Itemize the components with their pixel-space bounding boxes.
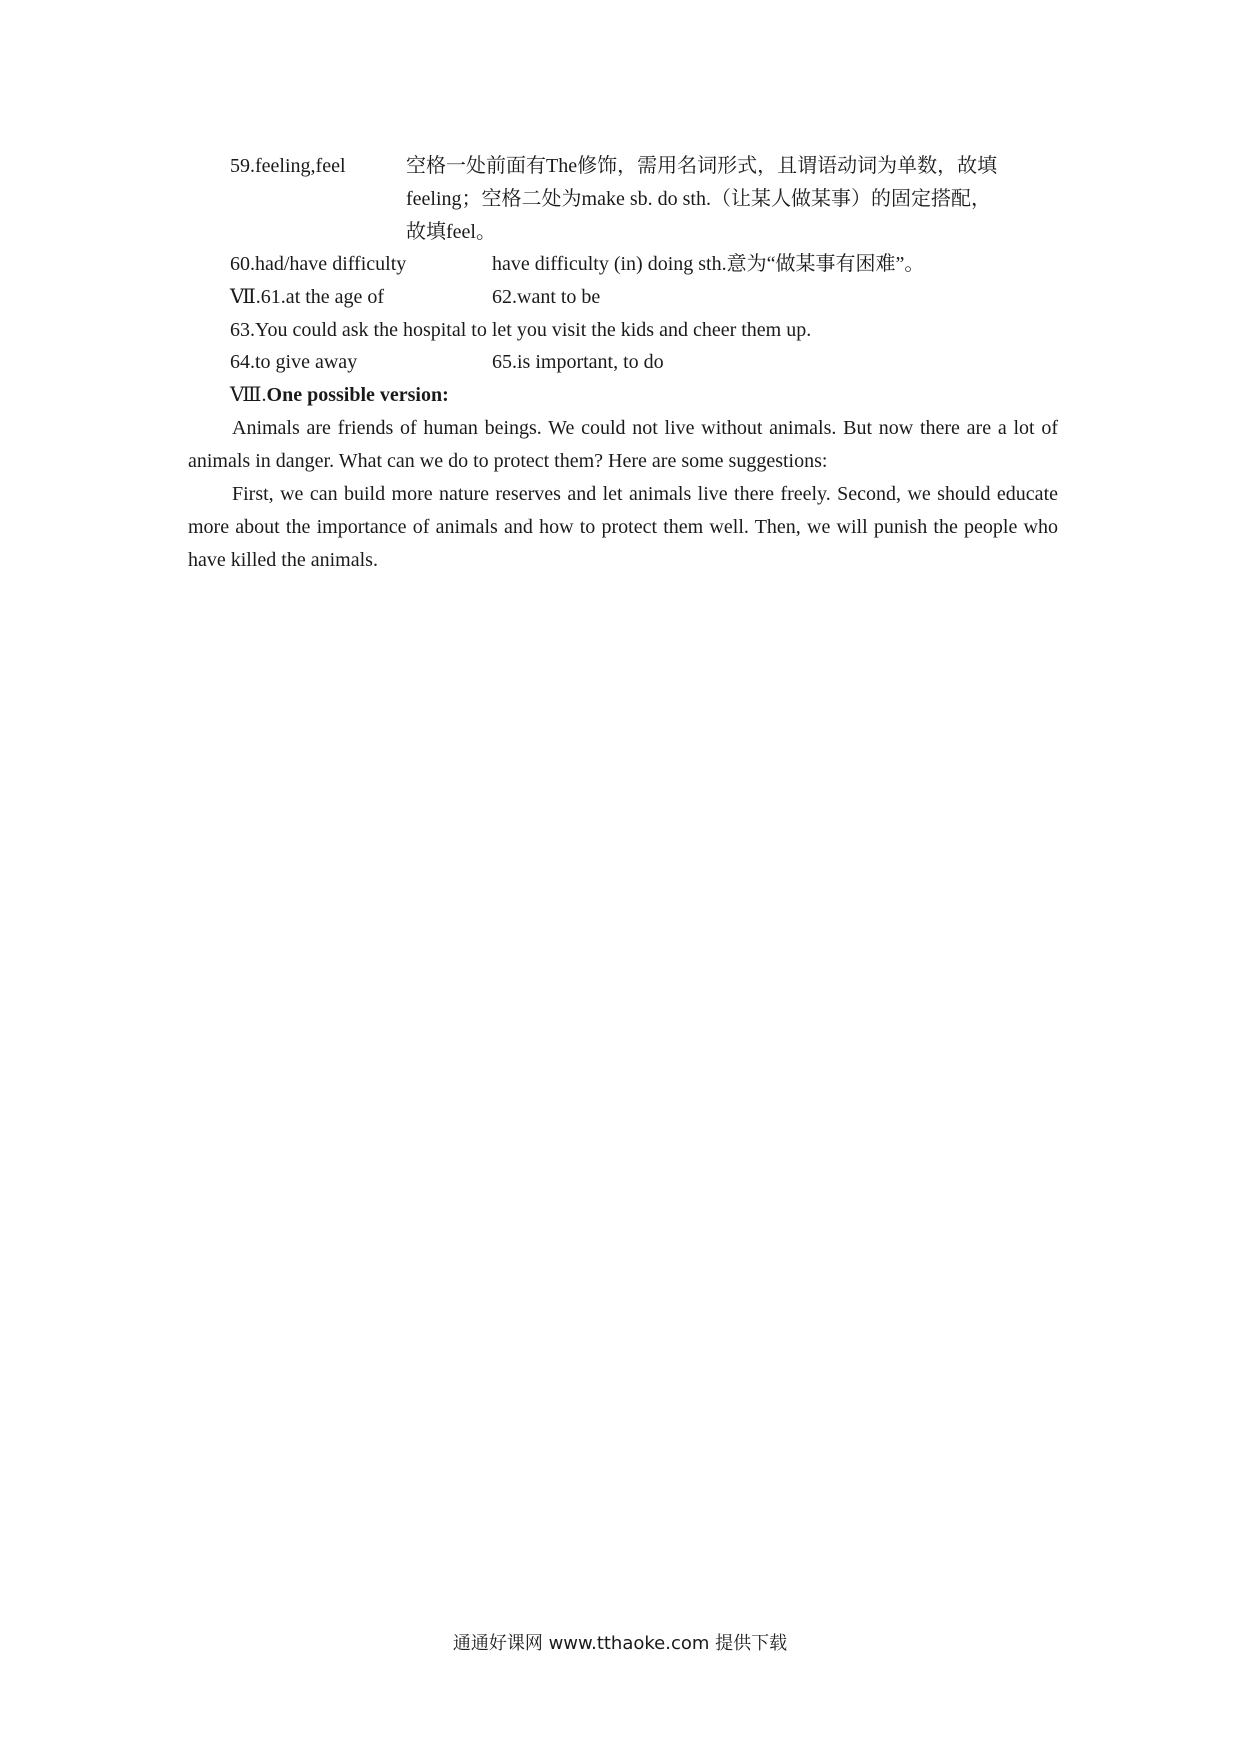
answer-64: 64.to give away (230, 351, 358, 373)
explanation-59-line-1: 空格一处前面有The修饰，需用名词形式，且谓语动词为单数，故填 (406, 155, 998, 177)
essay-paragraph-2: First, we can build more nature reserves and let animals live there freely. Second, we should educate more about the importance of animals and how to protect them well. Then, we will punish the people who have killed the animals. (188, 483, 1058, 571)
page-footer: 通通好课网 www.tthaoke.com 提供下载 (452, 1633, 788, 1654)
answer-63: 63.You could ask the hospital to let you visit the kids and cheer them up. (230, 319, 812, 341)
essay-paragraph-1: Animals are friends of human beings. We could not live without animals. But now there are a lot of animals in danger. What can we do to protect them? Here are some suggestions: (188, 417, 1058, 472)
explanation-59-line-2: feeling；空格二处为make sb. do sth.（让某人做某事）的固定搭配， (406, 188, 991, 210)
writing-heading-text: One possible version: (266, 384, 449, 406)
writing-heading-numeral: Ⅷ. (230, 384, 267, 406)
writing-heading (230, 383, 449, 407)
answer-62: 62.want to be (492, 286, 601, 308)
answer-61: Ⅶ.61.at the age of (230, 286, 385, 308)
explanation-59-line-3: 故填feel。 (406, 221, 496, 243)
answer-59: 59.feeling,feel (230, 155, 346, 177)
answer-65: 65.is important, to do (492, 351, 664, 373)
explanation-60: have difficulty (in) doing sth.意为“做某事有困难”。 (492, 253, 925, 275)
answer-60: 60.had/have difficulty (230, 253, 407, 275)
